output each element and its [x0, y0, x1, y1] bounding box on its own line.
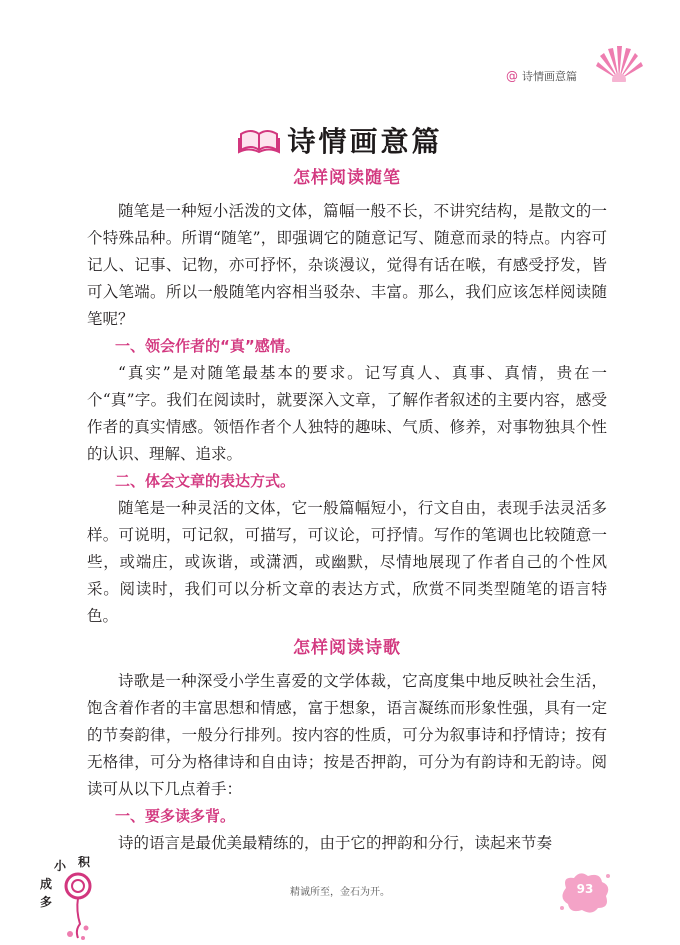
essay-point-2-heading: 二、体会文章的表达方式。	[115, 472, 296, 490]
open-book-icon	[237, 126, 281, 154]
page-title: 诗情画意篇	[287, 125, 443, 158]
header-tag-text: 诗情画意篇	[522, 70, 577, 83]
header-section-tag	[506, 68, 577, 84]
poetry-point-1-heading: 一、要多读多背。	[115, 807, 236, 825]
essay-point-1-text: “真实”是对随笔最基本的要求。记写真人、真事、真情，贵在一个“真”字。我们在阅读时，就要深入文章，了解作者叙述的主要内容，感受作者的真实情感。领悟作者个人独特的趣味、气质、修养，对事物独具个性的认识、理解、追求。	[87, 364, 607, 463]
section-heading-essay: 怎样阅读随笔	[293, 168, 401, 188]
essay-intro-paragraph: 随笔是一种短小活泼的文体，篇幅一般不长，不讲究结构，是散文的一个特殊品种。所谓“随笔”，即强调它的随意记写、随意而录的特点。内容可记人、记事、记物，亦可抒怀，杂谈漫议，觉得有话在喉，有感受抒发，皆可入笔端。所以一般随笔内容相当驳杂、丰富。那么，我们应该怎样阅读随笔呢？	[87, 202, 607, 328]
poetry-intro-paragraph: 诗歌是一种深受小学生喜爱的文学体裁，它高度集中地反映社会生活，饱含着作者的丰富思想和情感，富于想象，语言凝练而形象性强，具有一定的节奏韵律，一般分行排列。按内容的性质，可分为叙事诗和抒情诗；按有无格律，可分为格律诗和自由诗；按是否押韵，可分为有韵诗和无韵诗。阅读可从以下几点着手：	[87, 672, 607, 798]
logo-char-3: 成	[40, 877, 53, 891]
page-title-block	[0, 120, 680, 160]
section-heading-poetry: 怎样阅读诗歌	[293, 638, 401, 658]
logo-char-1: 小	[54, 859, 67, 873]
page-number: 93	[576, 882, 594, 896]
spiral-icon: @	[506, 69, 518, 83]
essay-point-2-text: 随笔是一种灵活的文体，它一般篇幅短小，行文自由，表现手法灵活多样。可说明，可记叙，可描写，可议论，可抒情。写作的笔调也比较随意一些，或端庄，或诙谐，或潇洒，或幽默，尽情地展现了作者自己的个性风采。阅读时，我们可以分析文章的表达方式，欣赏不同类型随笔的语言特色。	[87, 499, 607, 625]
essay-point-1-heading: 一、领会作者的“真”感情。	[115, 337, 300, 355]
brand-logo	[40, 856, 110, 941]
poetry-point-1-text: 诗的语言是最优美最精练的，由于它的押韵和分行，读起来节奏	[118, 834, 553, 852]
logo-char-4: 多	[40, 895, 53, 909]
logo-char-2: 积	[78, 856, 91, 869]
footer-slogan: 精诚所至，金石为开。	[290, 887, 390, 898]
page-number-badge	[556, 868, 614, 918]
article-body	[87, 160, 607, 857]
sunburst-decoration-icon	[594, 46, 644, 82]
